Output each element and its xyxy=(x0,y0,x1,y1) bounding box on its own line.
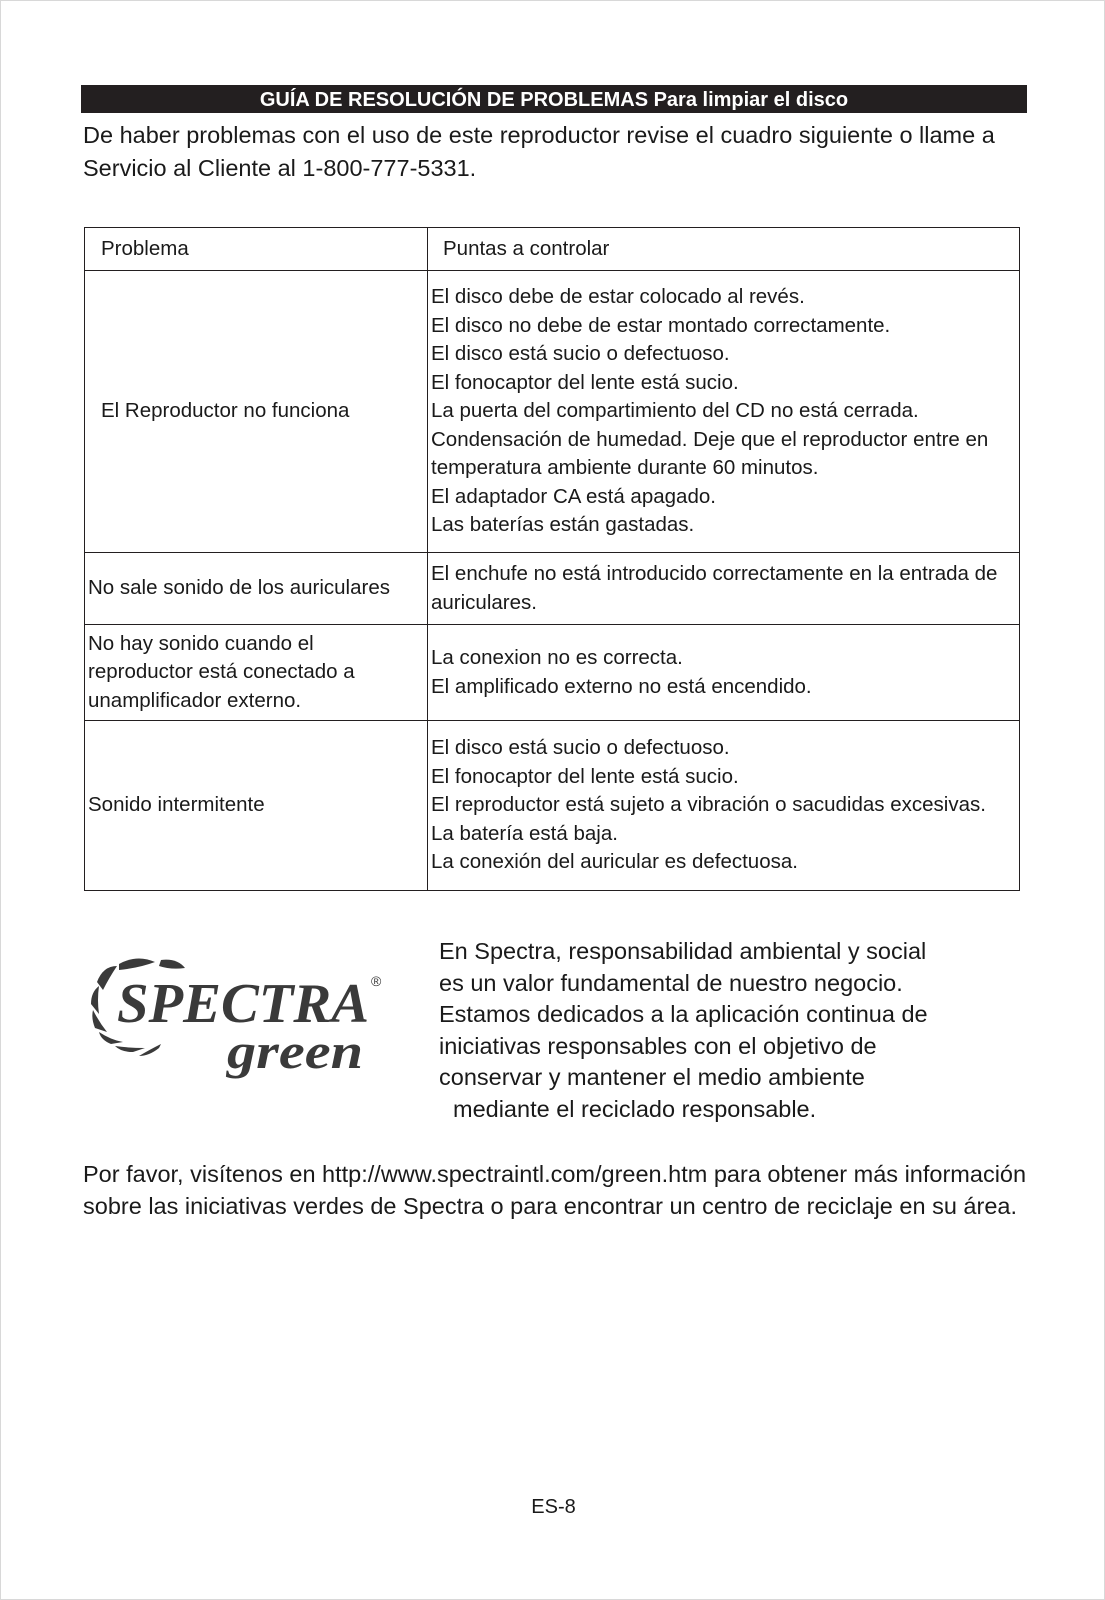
tips-cell xyxy=(428,721,1020,891)
intro-paragraph: De haber problemas con el uso de este reproductor revise el cuadro siguiente o llame a Servicio al Cliente al 1-800-777-5331. xyxy=(83,122,995,181)
tips-cell xyxy=(428,553,1020,625)
table-row xyxy=(85,721,1020,891)
problem-cell xyxy=(85,625,428,721)
logo-tagline-text: green xyxy=(225,1023,363,1079)
tips-cell xyxy=(428,271,1020,553)
table-row xyxy=(85,553,1020,625)
registered-mark: ® xyxy=(371,973,382,989)
problem-text: Sonido intermitente xyxy=(88,793,265,817)
eco-line: iniciativas responsables con el objetivo de xyxy=(439,1032,877,1059)
eco-line: Estamos dedicados a la aplicación continua de xyxy=(439,1001,928,1027)
tip-item: El amplificado externo no está encendido. xyxy=(431,674,812,698)
tip-item: El disco está sucio o defectuoso. xyxy=(431,736,730,760)
tip-item: El disco debe de estar colocado al revés. xyxy=(431,285,805,309)
tip-item: La puerta del compartimiento del CD no está cerrada. xyxy=(431,399,919,423)
environmental-statement xyxy=(439,936,1019,1125)
page-number: ES-8 xyxy=(531,1496,576,1518)
tip-item: El disco no debe de estar montado correctamente. xyxy=(431,313,891,337)
tip-item: El adaptador CA está apagado. xyxy=(431,484,716,508)
tip-item: Condensación de humedad. Deje que el reproductor entre en temperatura ambiente durante 60 minutos. xyxy=(431,427,989,480)
table-row xyxy=(85,625,1020,721)
tip-item: El fonocaptor del lente está sucio. xyxy=(431,370,739,394)
table-row xyxy=(85,271,1020,553)
logo-brand-text: SPECTRA xyxy=(117,973,369,1035)
eco-line: es un valor fundamental de nuestro negocio. xyxy=(439,969,903,996)
tip-item: El disco está sucio o defectuoso. xyxy=(431,342,730,366)
tips-cell xyxy=(428,625,1020,721)
table-header-row xyxy=(85,228,1020,271)
tip-item: Las baterías están gastadas. xyxy=(431,513,695,537)
tip-item: La batería está baja. xyxy=(431,821,618,845)
section-title: GUÍA DE RESOLUCIÓN DE PROBLEMAS Para limpiar el disco xyxy=(81,85,1027,113)
header-problem: Problema xyxy=(85,228,428,271)
problem-text: El Reproductor no funciona xyxy=(101,399,350,423)
problem-cell xyxy=(85,271,428,553)
eco-line: conservar y mantener el medio ambiente xyxy=(439,1064,865,1090)
eco-line: mediante el reciclado responsable. xyxy=(453,1095,817,1122)
troubleshooting-table xyxy=(84,227,1020,891)
problem-cell xyxy=(85,553,428,625)
spectra-green-logo xyxy=(89,956,399,1096)
tip-item: La conexion no es correcta. xyxy=(431,646,683,669)
tip-item: El enchufe no está introducido correctamente en la entrada de auriculares. xyxy=(431,562,998,614)
tip-item: El reproductor está sujeto a vibración o sacudidas excesivas. xyxy=(431,793,986,817)
tip-item: El fonocaptor del lente está sucio. xyxy=(431,764,739,788)
problem-text: No hay sonido cuando el reproductor está conectado a unamplificador externo. xyxy=(88,631,355,712)
problem-cell xyxy=(85,721,428,891)
header-tips: Puntas a controlar xyxy=(428,228,1020,271)
tip-item: La conexión del auricular es defectuosa. xyxy=(431,850,798,874)
visit-paragraph: Por favor, visítenos en http://www.spectraintl.com/green.htm para obtener más información sobre las iniciativas verdes de Spectra o para encontrar un centro de reciclaje en su área. xyxy=(83,1161,1027,1219)
eco-line: En Spectra, responsabilidad ambiental y social xyxy=(439,938,927,964)
problem-text: No sale sonido de los auriculares xyxy=(88,576,390,600)
